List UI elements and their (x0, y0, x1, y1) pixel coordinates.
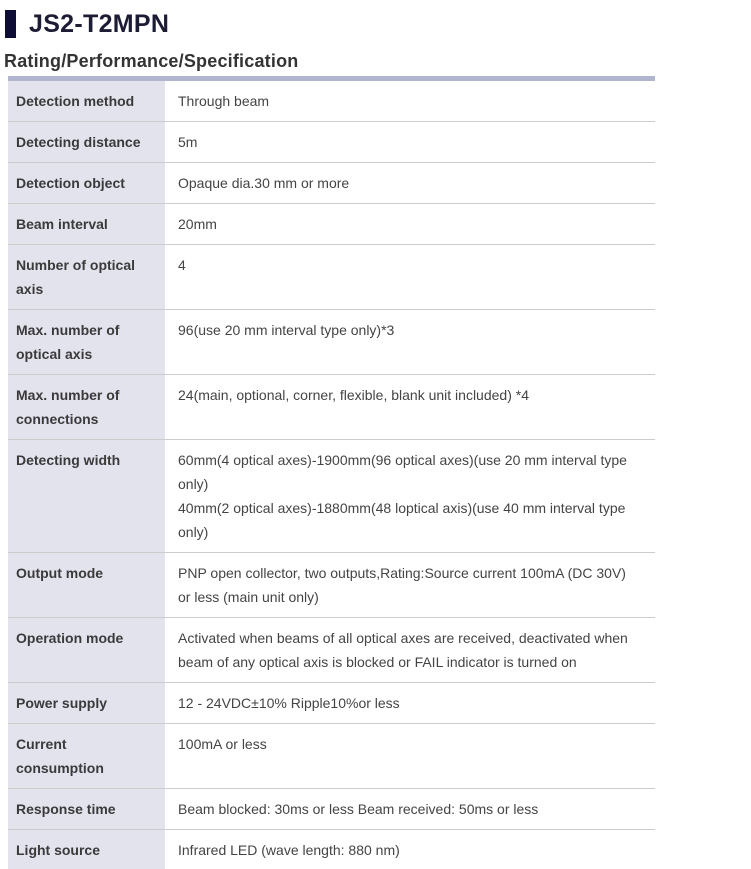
spec-value: Opaque dia.30 mm or more (178, 175, 350, 191)
spec-value: 20mm (178, 216, 217, 232)
spec-label: Number of optical axis (8, 245, 165, 309)
spec-row-max-number-of-optical-axis (8, 310, 655, 375)
spec-label: Beam interval (8, 204, 165, 244)
title-accent-block (5, 10, 16, 38)
spec-value: 4 (178, 257, 186, 273)
spec-row-current-consumption (8, 724, 655, 789)
spec-value: Infrared LED (wave length: 880 nm) (178, 842, 400, 858)
spec-row-detecting-width (8, 440, 655, 553)
product-title: JS2-T2MPN (29, 10, 170, 38)
spec-row-power-supply (8, 683, 655, 724)
spec-table (8, 76, 655, 869)
spec-label: Output mode (8, 553, 165, 617)
spec-label: Power supply (8, 683, 165, 723)
spec-label: Response time (8, 789, 165, 829)
spec-value: 60mm(4 optical axes)-1900mm(96 optical axes)(use 20 mm interval type only) 40mm(2 optical axes)-1880mm(48 loptical axis)(use 40 mm interval type only) (178, 452, 627, 540)
spec-label: Detecting distance (8, 122, 165, 162)
spec-label: Detection method (8, 81, 165, 121)
spec-row-detection-method (8, 81, 655, 122)
spec-value: 5m (178, 134, 198, 150)
spec-row-number-of-optical-axis (8, 245, 655, 310)
spec-label: Detection object (8, 163, 165, 203)
spec-value: PNP open collector, two outputs,Rating:Source current 100mA (DC 30V) or less (main unit only) (178, 565, 626, 605)
spec-value: Beam blocked: 30ms or less Beam received: 50ms or less (178, 801, 539, 817)
spec-row-beam-interval (8, 204, 655, 245)
spec-label: Operation mode (8, 618, 165, 682)
spec-label: Current consumption (8, 724, 165, 788)
spec-row-response-time (8, 789, 655, 830)
spec-value: Activated when beams of all optical axes are received, deactivated when beam of any optical axis is blocked or FAIL indicator is turned on (178, 630, 628, 670)
spec-value: Through beam (178, 93, 270, 109)
spec-row-operation-mode (8, 618, 655, 683)
spec-value: 12 - 24VDC±10% Ripple10%or less (178, 695, 400, 711)
spec-label: Max. number of optical axis (8, 310, 165, 374)
spec-row-detection-object (8, 163, 655, 204)
spec-row-detecting-distance (8, 122, 655, 163)
spec-label: Detecting width (8, 440, 165, 552)
spec-value: 24(main, optional, corner, flexible, blank unit included) *4 (178, 387, 529, 403)
spec-row-light-source (8, 830, 655, 869)
spec-value: 96(use 20 mm interval type only)*3 (178, 322, 395, 338)
spec-label: Light source (8, 830, 165, 869)
product-title-row (5, 10, 751, 38)
spec-row-max-number-of-connections (8, 375, 655, 440)
spec-row-output-mode (8, 553, 655, 618)
spec-label: Max. number of connections (8, 375, 165, 439)
section-title: Rating/Performance/Specification (4, 51, 299, 71)
spec-value: 100mA or less (178, 736, 267, 752)
